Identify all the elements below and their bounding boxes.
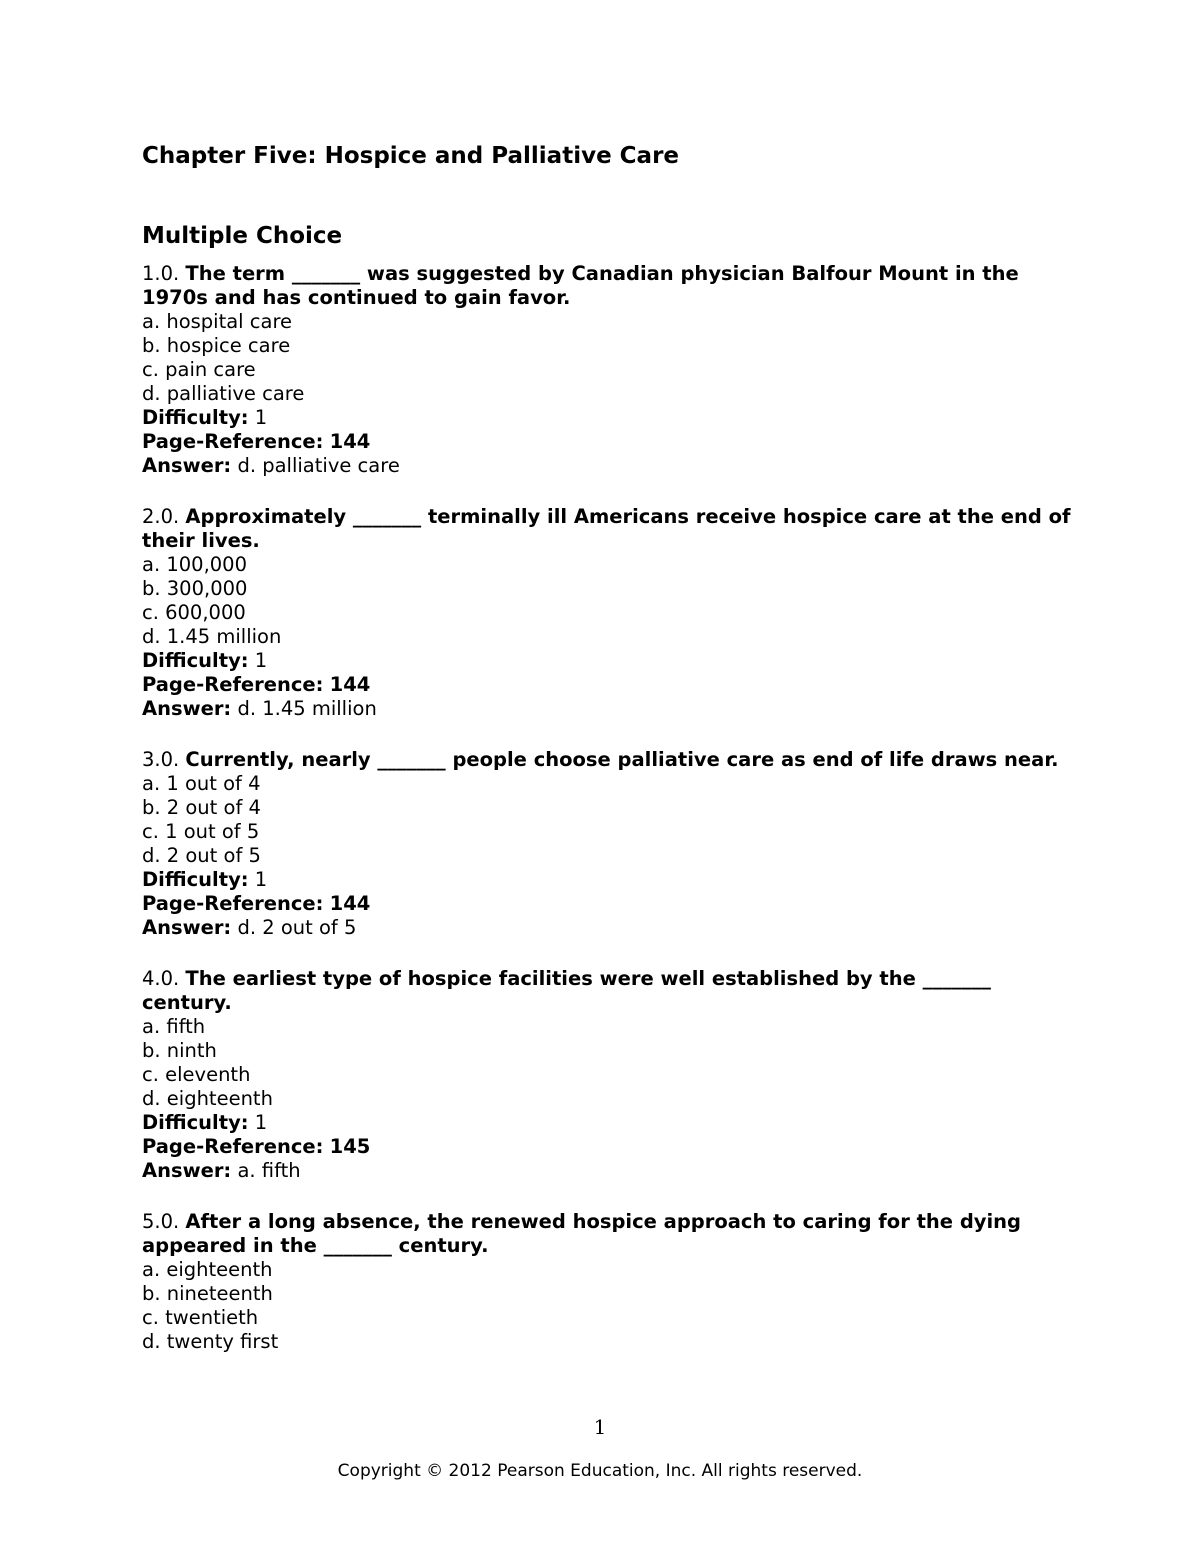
difficulty-line [142,1111,1072,1135]
page-reference-value: 144 [329,430,371,453]
difficulty-line [142,406,1072,430]
option-a: a. 100,000 [142,553,247,576]
option-b: b. nineteenth [142,1282,273,1305]
option-d: d. eighteenth [142,1087,273,1110]
page-reference-value: 144 [329,673,371,696]
question-number: 2.0. [142,505,180,528]
question-text: The term _______ was suggested by Canadian physician Balfour Mount in the 1970s and has continued to gain favor. [142,262,1019,309]
answer-line [142,454,1072,478]
difficulty-value: 1 [254,649,268,672]
difficulty-line [142,868,1072,892]
question-text: Approximately _______ terminally ill Americans receive hospice care at the end of their lives. [142,505,1071,552]
question-text: Currently, nearly _______ people choose palliative care as end of life draws near. [185,748,1059,771]
question-4 [142,967,1072,1183]
difficulty-value: 1 [254,1111,268,1134]
question-number: 4.0. [142,967,180,990]
question-number: 1.0. [142,262,180,285]
question-text: The earliest type of hospice facilities were well established by the _______ century. [142,967,991,1014]
option-c: c. twentieth [142,1306,259,1329]
answer-label: Answer: [142,697,232,720]
question-stem [142,748,1072,772]
option-d: d. twenty first [142,1330,279,1353]
answer-value: d. palliative care [237,454,400,477]
page-reference-line [142,673,1072,697]
answer-value: d. 1.45 million [237,697,377,720]
page-reference-value: 144 [329,892,371,915]
answer-line [142,916,1072,940]
page-reference-value: 145 [329,1135,371,1158]
option-c: c. eleventh [142,1063,251,1086]
option-a: a. hospital care [142,310,293,333]
question-3 [142,748,1072,940]
page-reference-label: Page-Reference: [142,430,324,453]
option-b: b. 300,000 [142,577,248,600]
chapter-title: Chapter Five: Hospice and Palliative Care [142,143,680,169]
difficulty-line [142,649,1072,673]
page-reference-label: Page-Reference: [142,892,324,915]
option-b: b. 2 out of 4 [142,796,261,819]
option-d: d. 1.45 million [142,625,282,648]
option-c: c. 1 out of 5 [142,820,260,843]
question-1 [142,262,1072,478]
difficulty-label: Difficulty: [142,868,249,891]
option-d: d. 2 out of 5 [142,844,261,867]
answer-label: Answer: [142,1159,232,1182]
section-heading: Multiple Choice [142,223,343,249]
question-stem [142,505,1072,553]
option-c: c. pain care [142,358,256,381]
difficulty-value: 1 [254,406,268,429]
difficulty-value: 1 [254,868,268,891]
difficulty-label: Difficulty: [142,649,249,672]
option-a: a. 1 out of 4 [142,772,261,795]
answer-line [142,1159,1072,1183]
difficulty-label: Difficulty: [142,406,249,429]
page-reference-label: Page-Reference: [142,1135,324,1158]
option-a: a. eighteenth [142,1258,273,1281]
option-d: d. palliative care [142,382,305,405]
answer-label: Answer: [142,916,232,939]
question-number: 3.0. [142,748,180,771]
page-reference-label: Page-Reference: [142,673,324,696]
question-stem [142,1210,1072,1258]
option-c: c. 600,000 [142,601,246,624]
question-2 [142,505,1072,721]
page-content [142,140,1072,1381]
question-text: After a long absence, the renewed hospice approach to caring for the dying appeared in the _______ century. [142,1210,1022,1257]
copyright-footer: Copyright © 2012 Pearson Education, Inc. All rights reserved. [337,1461,863,1481]
question-number: 5.0. [142,1210,180,1233]
question-stem [142,967,1072,1015]
answer-label: Answer: [142,454,232,477]
page-reference-line [142,1135,1072,1159]
question-stem [142,262,1072,310]
option-a: a. fifth [142,1015,206,1038]
answer-line [142,697,1072,721]
option-b: b. hospice care [142,334,291,357]
page-reference-line [142,892,1072,916]
difficulty-label: Difficulty: [142,1111,249,1134]
option-b: b. ninth [142,1039,217,1062]
question-5 [142,1210,1072,1354]
page-reference-line [142,430,1072,454]
answer-value: a. fifth [237,1159,301,1182]
page-number: 1 [593,1415,607,1439]
answer-value: d. 2 out of 5 [237,916,357,939]
